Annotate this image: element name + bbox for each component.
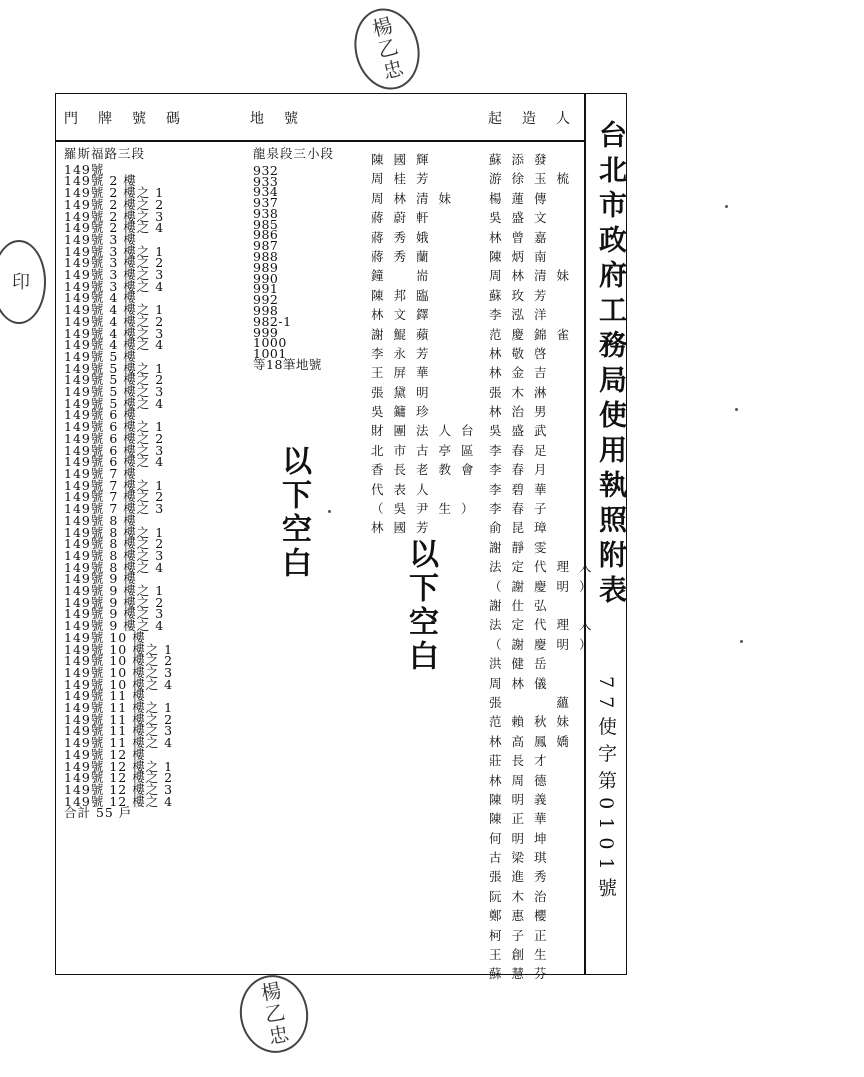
builder-name: 俞昆璋 — [489, 520, 557, 536]
land-row: 1000 — [253, 335, 287, 351]
builder-name: 蘇慧芬 — [489, 966, 557, 982]
plate-row: 149號 4 樓之 3 — [64, 325, 165, 341]
plate-row: 149號 9 樓之 3 — [64, 606, 165, 622]
plate-row: 149號 8 樓之 1 — [64, 524, 165, 540]
land-row: 989 — [253, 259, 279, 275]
land-row: 937 — [253, 195, 279, 211]
land-row: 985 — [253, 216, 279, 232]
land-row: 932 — [253, 162, 279, 178]
plate-row: 149號 2 樓之 3 — [64, 208, 165, 224]
land-row: 987 — [253, 238, 279, 254]
builder-name: 吳盛文 — [489, 210, 557, 226]
plate-row: 149號 4 樓之 2 — [64, 313, 165, 329]
seal-stamp-left — [0, 240, 46, 324]
header-rule — [55, 140, 585, 142]
plate-row: 149號 8 樓之 4 — [64, 559, 165, 575]
land-row: 988 — [253, 249, 279, 265]
plate-rows — [64, 161, 174, 809]
plate-row: 149號 11 樓之 4 — [64, 735, 174, 751]
owner-name: 王屏華 — [371, 365, 439, 381]
plate-row: 149號 12 樓之 4 — [64, 793, 174, 809]
plate-row: 149號 11 樓之 3 — [64, 723, 174, 739]
land-row: 991 — [253, 281, 279, 297]
header-land-number: 地號 — [250, 111, 318, 127]
seal-stamp-top — [346, 1, 428, 96]
builder-name: 謝仕弘 — [489, 597, 557, 613]
builder-name: 王創生 — [489, 947, 557, 963]
builder-name: 鄭惠櫻 — [489, 908, 557, 924]
plate-row: 149號 12 樓 — [64, 746, 146, 762]
plate-row: 149號 7 樓之 1 — [64, 477, 165, 493]
speck — [735, 408, 738, 411]
blank-below-mark-land: 以下空白 — [276, 445, 311, 581]
builder-name: 張木淋 — [489, 384, 557, 400]
builder-name: 周林清妹 — [489, 268, 580, 284]
builder-name: 陳正華 — [489, 811, 557, 827]
seal-bottom-text: 楊乙忠 — [255, 979, 292, 1049]
owner-name: 蔣秀娥 — [371, 229, 439, 245]
builder-name: 林金吉 — [489, 365, 557, 381]
plate-row: 149號 4 樓之 4 — [64, 337, 165, 353]
plate-row: 149號 9 樓 — [64, 571, 137, 587]
blank-below-mark-owner: 以下空白 — [403, 538, 438, 674]
plate-row: 149號 3 樓 — [64, 231, 137, 247]
builder-name: 李春足 — [489, 442, 557, 458]
builder-name: 洪健岳 — [489, 656, 557, 672]
plate-row: 149號 6 樓 — [64, 407, 137, 423]
speck — [740, 640, 743, 643]
builder-name: 陳明義 — [489, 791, 557, 807]
land-row: 1001 — [253, 346, 287, 362]
plate-row: 149號 10 樓之 1 — [64, 641, 174, 657]
plate-row: 149號 3 樓之 2 — [64, 255, 165, 271]
builder-name: （謝慶明） — [489, 636, 602, 652]
builder-name: 林高鳳嬌 — [489, 733, 580, 749]
plate-row: 149號 11 樓之 2 — [64, 711, 174, 727]
speck — [328, 510, 331, 513]
builder-name: 蘇添發 — [489, 152, 557, 167]
builder-name: 莊長才 — [489, 753, 557, 769]
seal-top-text: 楊乙忠 — [366, 14, 407, 85]
plate-total: 合計 55 戶 — [64, 805, 133, 821]
land-row: 990 — [253, 270, 279, 286]
plate-row: 149號 7 樓 — [64, 465, 137, 481]
land-row: 992 — [253, 292, 279, 308]
plate-row: 149號 2 樓之 1 — [64, 185, 165, 201]
land-row: 998 — [253, 303, 279, 319]
plate-row: 149號 5 樓之 4 — [64, 395, 165, 411]
plate-row: 149號 4 樓之 1 — [64, 302, 165, 318]
plate-row: 149號 — [64, 161, 105, 177]
owner-name: 周林清妹 — [371, 190, 462, 206]
owner-name: 張黛明 — [371, 384, 439, 400]
owner-name: 蔣秀蘭 — [371, 248, 439, 264]
plate-number-column — [64, 148, 173, 819]
plate-row: 149號 5 樓之 2 — [64, 372, 165, 388]
land-row: 999 — [253, 324, 279, 340]
builder-name: 阮木治 — [489, 888, 557, 904]
builder-name: 蘇玫芳 — [489, 287, 557, 303]
plate-row: 149號 9 樓之 2 — [64, 594, 165, 610]
plate-row: 149號 7 樓之 3 — [64, 501, 165, 517]
plate-row: 149號 4 樓 — [64, 290, 137, 306]
builder-name: 范賴秋妹 — [489, 714, 580, 730]
builder-name: 游徐玉梳 — [489, 171, 580, 187]
plate-row: 149號 12 樓之 3 — [64, 781, 174, 797]
builder-name: 吳盛武 — [489, 423, 557, 439]
plate-row: 149號 7 樓之 2 — [64, 489, 165, 505]
builder-name: 古梁琪 — [489, 850, 557, 866]
plate-row: 149號 8 樓 — [64, 512, 137, 528]
plate-row: 149號 8 樓之 2 — [64, 536, 165, 552]
land-row: 等18筆地號 — [253, 357, 322, 373]
builder-name: 林治男 — [489, 404, 557, 420]
plate-row: 149號 2 樓 — [64, 173, 137, 189]
owner-name: 蔣蔚軒 — [371, 210, 439, 226]
builder-name: 林曾嘉 — [489, 229, 557, 245]
owner-name: 香長老教會 — [371, 462, 484, 478]
owner-name: 代表人 — [371, 481, 439, 497]
seal-left-text: 印 — [9, 272, 30, 292]
plate-row: 149號 10 樓之 3 — [64, 664, 174, 680]
document-title: 台北市政府工務局使用執照附表 — [595, 120, 628, 610]
builder-name: 何明坤 — [489, 830, 557, 846]
plate-row: 149號 9 樓之 4 — [64, 618, 165, 634]
owner-name: 李永芳 — [371, 345, 439, 361]
plate-row: 149號 8 樓之 3 — [64, 547, 165, 563]
plate-row: 149號 6 樓之 4 — [64, 454, 165, 470]
plate-row: 149號 10 樓之 4 — [64, 676, 174, 692]
builder-name: （謝慶明） — [489, 578, 602, 594]
builder-name: 李泓洋 — [489, 307, 557, 323]
builder-name: 柯子正 — [489, 927, 557, 943]
builder-name: 謝靜雯 — [489, 539, 557, 555]
plate-row: 149號 11 樓 — [64, 688, 146, 704]
land-rows — [253, 162, 334, 373]
builder-name: 李春月 — [489, 462, 557, 478]
builder-name: 李春子 — [489, 501, 557, 517]
builder-name: 周林儀 — [489, 675, 557, 691]
land-row: 982-1 — [253, 313, 292, 329]
land-section: 龍泉段三小段 — [253, 146, 335, 161]
plate-row: 149號 12 樓之 1 — [64, 758, 174, 774]
builder-column — [489, 150, 602, 984]
permit-number: 77使字第0101號 — [595, 676, 617, 905]
builder-name: 張進秀 — [489, 869, 557, 885]
land-row: 986 — [253, 227, 279, 243]
owner-name: 吳鏞珍 — [371, 404, 439, 420]
plate-row: 149號 10 樓 — [64, 629, 146, 645]
plate-row: 149號 5 樓之 1 — [64, 360, 165, 376]
plate-row: 149號 6 樓之 1 — [64, 419, 165, 435]
land-row: 938 — [253, 205, 279, 221]
plate-row: 149號 6 樓之 3 — [64, 442, 165, 458]
owner-name: 北市古亭區 — [371, 442, 484, 458]
plate-row: 149號 6 樓之 2 — [64, 430, 165, 446]
owner-name: 財團法人台 — [371, 423, 484, 439]
owner-name: 陳邦臨 — [371, 287, 439, 303]
builder-name: 楊蓮傳 — [489, 190, 557, 206]
plate-row: 149號 5 樓之 3 — [64, 384, 165, 400]
land-number-column — [253, 148, 334, 371]
builder-name: 陳炳南 — [489, 248, 557, 264]
owner-column — [371, 150, 484, 538]
owner-name: 鐘 耑 — [371, 268, 439, 284]
owner-name: 謝鯤蘋 — [371, 326, 439, 342]
builder-name: 林敬啓 — [489, 345, 557, 361]
plate-row: 149號 9 樓之 1 — [64, 583, 165, 599]
plate-row: 149號 5 樓 — [64, 348, 137, 364]
plate-section-road: 羅斯福路三段 — [64, 146, 146, 161]
builder-name: 李碧華 — [489, 481, 557, 497]
owner-name: 陳國輝 — [371, 152, 439, 167]
owner-name: （吳尹生） — [371, 501, 484, 517]
seal-stamp-bottom — [234, 970, 315, 1059]
builder-name: 法定代理人 — [489, 559, 602, 575]
owner-name: 林文鐸 — [371, 307, 439, 323]
plate-row: 149號 12 樓之 2 — [64, 770, 174, 786]
plate-row: 149號 3 樓之 4 — [64, 278, 165, 294]
header-plate-number: 門牌號碼 — [64, 111, 200, 127]
speck — [725, 205, 728, 208]
plate-row: 149號 3 樓之 1 — [64, 243, 165, 259]
plate-row: 149號 3 樓之 3 — [64, 267, 165, 283]
builder-name: 范慶錦雀 — [489, 326, 580, 342]
owner-name: 周桂芳 — [371, 171, 439, 187]
owner-name: 林國芳 — [371, 520, 439, 536]
land-row: 934 — [253, 184, 279, 200]
plate-row: 149號 11 樓之 1 — [64, 700, 174, 716]
builder-name: 林周德 — [489, 772, 557, 788]
plate-row: 149號 2 樓之 2 — [64, 196, 165, 212]
builder-name: 法定代理人 — [489, 617, 602, 633]
header-builder: 起造人 — [488, 111, 590, 127]
plate-row: 149號 2 樓之 4 — [64, 220, 165, 236]
plate-row: 149號 10 樓之 2 — [64, 653, 174, 669]
builder-name: 張 蘊 — [489, 694, 580, 710]
land-row: 933 — [253, 173, 279, 189]
